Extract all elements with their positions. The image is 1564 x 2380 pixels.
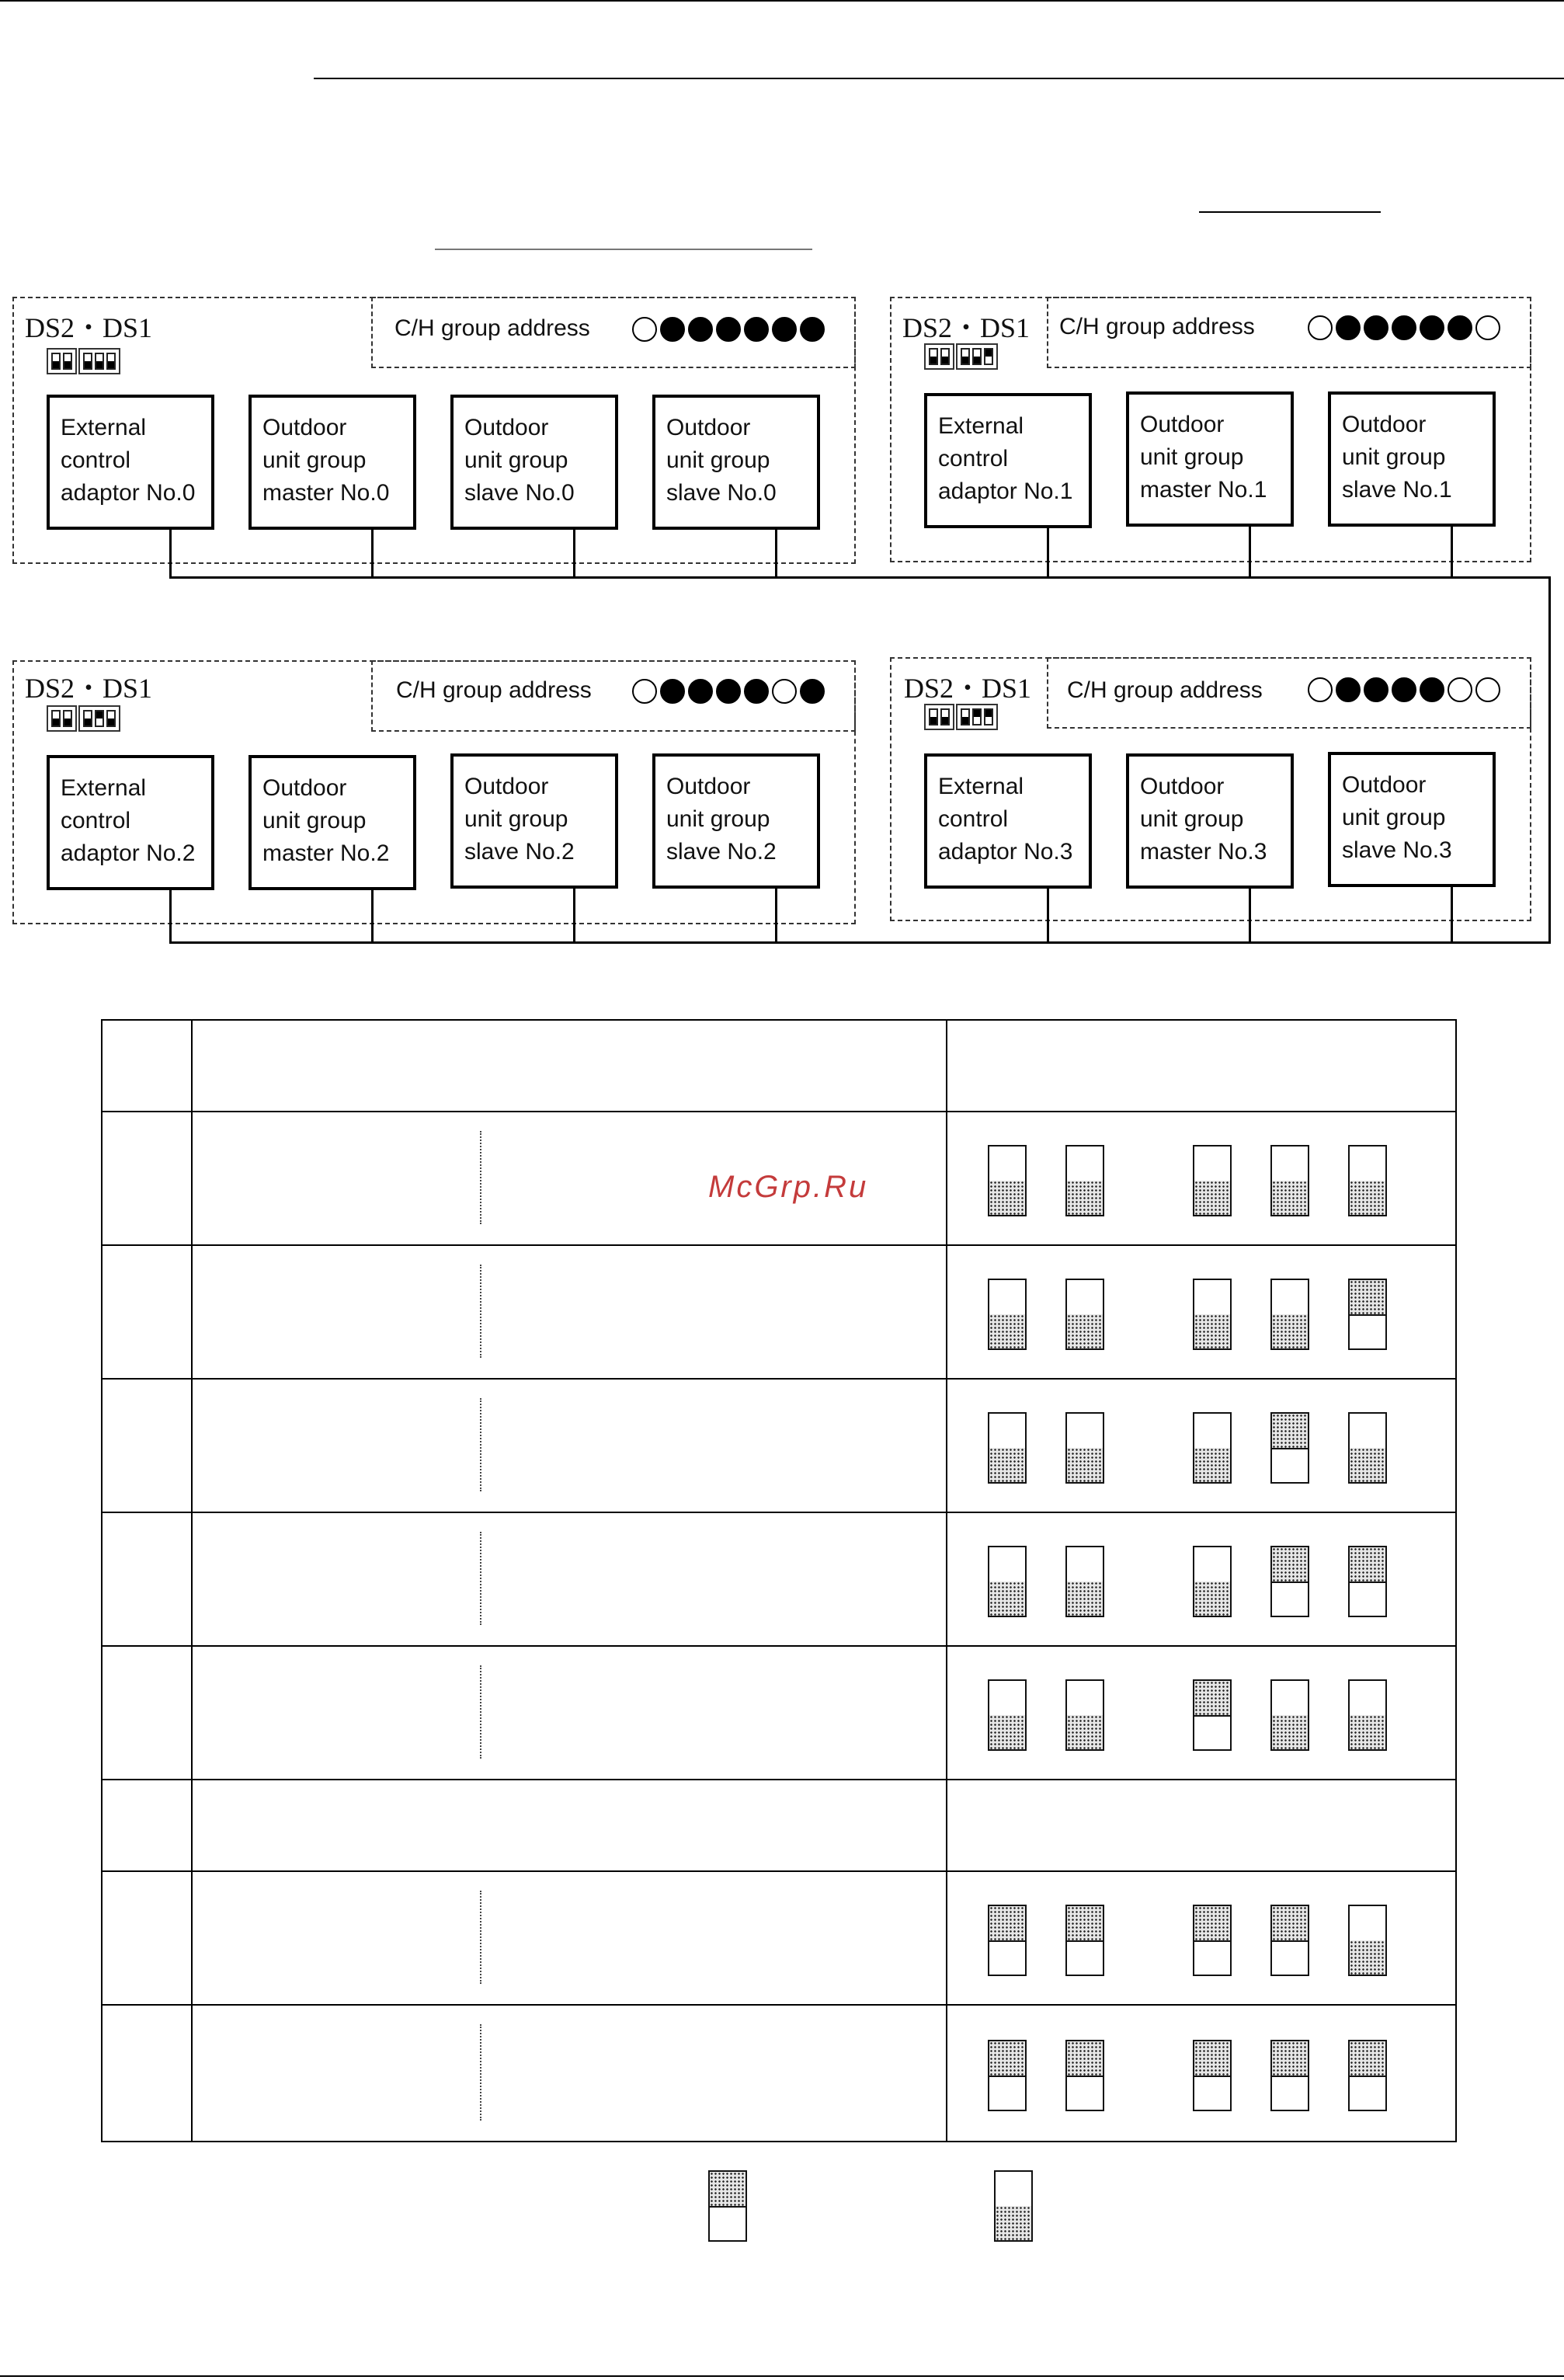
dip-switch-down <box>988 1145 1027 1216</box>
address-dot-filled <box>1392 677 1416 702</box>
address-dot-filled <box>1420 315 1444 340</box>
drop-wire <box>1249 889 1251 943</box>
switch-bit <box>929 348 938 365</box>
group-1-switch <box>924 343 998 370</box>
group-2-unit-3: Outdoor unit group slave No.2 <box>652 753 820 889</box>
group-2-unit-1: Outdoor unit group master No.2 <box>249 755 416 890</box>
group-3-unit-2: Outdoor unit group slave No.3 <box>1328 752 1496 887</box>
group-1-address-dots <box>1308 315 1500 340</box>
address-dot-empty <box>1448 677 1472 702</box>
switch-bit <box>961 348 970 365</box>
switch-bit <box>929 708 938 725</box>
dip-switch-down <box>988 1279 1027 1350</box>
dip-switch-up <box>1065 2040 1104 2111</box>
group-2-address-label: C/H group address <box>396 677 592 703</box>
table-row-divider <box>101 1512 1457 1513</box>
address-dot-filled <box>772 317 797 342</box>
dip-switch-up <box>1270 1905 1309 1976</box>
address-dot-filled <box>660 317 685 342</box>
address-dot-filled <box>716 317 741 342</box>
dip-switch-down <box>994 2170 1033 2242</box>
dip-switch-up <box>708 2170 747 2242</box>
dip-switch-down <box>1193 1145 1232 1216</box>
dip-switch-up <box>988 2040 1027 2111</box>
group-0-ds-label: DS2・DS1 <box>25 312 153 343</box>
table-cell-divider <box>480 1265 481 1358</box>
table-row-divider <box>101 1244 1457 1246</box>
dip-switch-down <box>1270 1679 1309 1751</box>
dip-switch-down <box>1193 1546 1232 1617</box>
dip-switch-down <box>1065 1145 1104 1216</box>
address-dot-filled <box>800 679 825 704</box>
switch-bit <box>984 348 993 365</box>
ds2-switch-block <box>47 348 77 374</box>
dip-switch-down <box>988 1412 1027 1484</box>
table-cell-divider <box>480 1665 481 1759</box>
group-2-unit-2: Outdoor unit group slave No.2 <box>450 753 618 889</box>
address-dot-filled <box>1364 315 1388 340</box>
address-dot-empty <box>1308 315 1333 340</box>
group-0-unit-3: Outdoor unit group slave No.0 <box>652 395 820 530</box>
address-dot-filled <box>1392 315 1416 340</box>
ds2-switch-block <box>47 705 77 732</box>
table-cell-divider <box>480 1532 481 1625</box>
drop-wire <box>1451 887 1453 943</box>
bus-wire-bottom <box>169 941 1551 944</box>
dip-switch-down <box>988 1679 1027 1751</box>
ds2-switch-block <box>924 343 954 370</box>
bus-wire-right <box>1548 576 1551 943</box>
group-0-address-label: C/H group address <box>394 315 590 341</box>
group-0-switch <box>47 348 120 374</box>
underline-1 <box>1199 211 1381 213</box>
table-border-right <box>1455 1019 1457 2142</box>
address-dot-filled <box>1336 315 1361 340</box>
group-0-unit-1: Outdoor unit group master No.0 <box>249 395 416 530</box>
dip-switch-down <box>1348 1679 1387 1751</box>
group-1-ds-label: DS2・DS1 <box>902 312 1031 343</box>
ds1-switch-block <box>78 705 120 732</box>
dip-switch-down <box>1065 1679 1104 1751</box>
address-dot-filled <box>716 679 741 704</box>
address-dot-empty <box>772 679 797 704</box>
switch-bit <box>95 710 104 727</box>
dip-switch-down <box>1348 1412 1387 1484</box>
address-dot-filled <box>744 679 769 704</box>
dip-switch-down <box>1270 1145 1309 1216</box>
dip-switch-down <box>1065 1279 1104 1350</box>
dip-switch-up <box>1270 1546 1309 1617</box>
ds1-switch-block <box>78 348 120 374</box>
group-1-unit-2: Outdoor unit group slave No.1 <box>1328 391 1496 527</box>
watermark-text: McGrp.Ru <box>708 1170 869 1204</box>
group-2-switch <box>47 705 120 732</box>
address-dot-filled <box>1448 315 1472 340</box>
footer-rule <box>0 2375 1564 2377</box>
switch-bit <box>63 353 72 370</box>
address-dot-filled <box>688 317 713 342</box>
switch-bit <box>972 708 982 725</box>
group-3-ds-label: DS2・DS1 <box>904 673 1032 704</box>
group-3-unit-1: Outdoor unit group master No.3 <box>1126 753 1294 889</box>
address-dot-filled <box>1364 677 1388 702</box>
drop-wire <box>1047 889 1049 943</box>
group-1-unit-0: External control adaptor No.1 <box>924 393 1092 528</box>
address-dot-empty <box>632 317 657 342</box>
drop-wire <box>169 890 172 943</box>
dip-switch-up <box>1193 1679 1232 1751</box>
switch-bit <box>83 353 92 370</box>
group-3-address-dots <box>1308 677 1500 702</box>
table-row-divider <box>101 1870 1457 1872</box>
drop-wire <box>371 530 374 578</box>
table-border-left <box>101 1019 103 2142</box>
header-rule <box>314 78 1564 79</box>
dip-switch-up <box>1270 2040 1309 2111</box>
address-dot-empty <box>1475 315 1500 340</box>
group-2-unit-0: External control adaptor No.2 <box>47 755 214 890</box>
dip-switch-down <box>1270 1279 1309 1350</box>
drop-wire <box>775 530 777 578</box>
switch-bit <box>972 348 982 365</box>
drop-wire <box>169 530 172 578</box>
switch-bit <box>106 710 116 727</box>
bus-wire-top <box>169 576 1550 579</box>
dip-switch-down <box>1348 1145 1387 1216</box>
table-col-divider-2 <box>946 1019 947 2142</box>
dip-switch-down <box>1193 1279 1232 1350</box>
group-1-unit-1: Outdoor unit group master No.1 <box>1126 391 1294 527</box>
drop-wire <box>371 890 374 943</box>
header-top-rule <box>0 0 1564 2</box>
switch-bit <box>95 353 104 370</box>
group-0-unit-0: External control adaptor No.0 <box>47 395 214 530</box>
table-cell-divider <box>480 1891 481 1984</box>
group-3-switch <box>924 704 998 730</box>
dip-switch-down <box>1065 1412 1104 1484</box>
group-3-address-label: C/H group address <box>1067 677 1263 703</box>
table-border-top <box>101 1019 1457 1021</box>
group-0-unit-2: Outdoor unit group slave No.0 <box>450 395 618 530</box>
dip-switch-up <box>1348 2040 1387 2111</box>
switch-bit <box>83 710 92 727</box>
dip-switch-up <box>1065 1905 1104 1976</box>
dip-switch-up <box>988 1905 1027 1976</box>
drop-wire <box>1451 527 1453 578</box>
switch-bit <box>63 710 72 727</box>
switch-bit <box>961 708 970 725</box>
switch-bit <box>940 348 950 365</box>
switch-bit <box>51 710 61 727</box>
address-dot-filled <box>800 317 825 342</box>
table-row-divider <box>101 1111 1457 1112</box>
group-2-ds-label: DS2・DS1 <box>25 673 153 704</box>
address-dot-filled <box>744 317 769 342</box>
drop-wire <box>573 889 575 943</box>
table-col-divider-1 <box>191 1019 193 2142</box>
address-dot-filled <box>660 679 685 704</box>
group-3-unit-0: External control adaptor No.3 <box>924 753 1092 889</box>
table-row-divider <box>101 1645 1457 1647</box>
dip-switch-up <box>1348 1546 1387 1617</box>
switch-bit <box>984 708 993 725</box>
address-dot-empty <box>1308 677 1333 702</box>
table-row-divider <box>101 1779 1457 1780</box>
switch-bit <box>51 353 61 370</box>
ds1-switch-block <box>956 343 998 370</box>
address-dot-empty <box>632 679 657 704</box>
dip-switch-down <box>1065 1546 1104 1617</box>
address-dot-filled <box>1336 677 1361 702</box>
drop-wire <box>573 530 575 578</box>
group-2-address-dots <box>632 679 825 704</box>
drop-wire <box>1047 528 1049 578</box>
drop-wire <box>775 889 777 943</box>
table-border-bottom <box>101 2141 1457 2142</box>
table-cell-divider <box>480 1398 481 1491</box>
table-row-divider <box>101 2004 1457 2006</box>
group-1-address-label: C/H group address <box>1059 314 1255 339</box>
dip-switch-down <box>1193 1412 1232 1484</box>
dip-switch-up <box>1348 1279 1387 1350</box>
address-dot-filled <box>1420 677 1444 702</box>
dip-switch-up <box>1193 2040 1232 2111</box>
table-cell-divider <box>480 1131 481 1224</box>
address-dot-empty <box>1475 677 1500 702</box>
switch-bit <box>940 708 950 725</box>
switch-bit <box>106 353 116 370</box>
dip-switch-down <box>1348 1905 1387 1976</box>
dip-switch-down <box>988 1546 1027 1617</box>
dip-switch-up <box>1193 1905 1232 1976</box>
underline-2 <box>435 249 812 250</box>
drop-wire <box>1249 527 1251 578</box>
ds2-switch-block <box>924 704 954 730</box>
table-row-divider <box>101 1378 1457 1380</box>
address-dot-filled <box>688 679 713 704</box>
group-0-address-dots <box>632 317 825 342</box>
ds1-switch-block <box>956 704 998 730</box>
table-cell-divider <box>480 2024 481 2121</box>
dip-switch-up <box>1270 1412 1309 1484</box>
